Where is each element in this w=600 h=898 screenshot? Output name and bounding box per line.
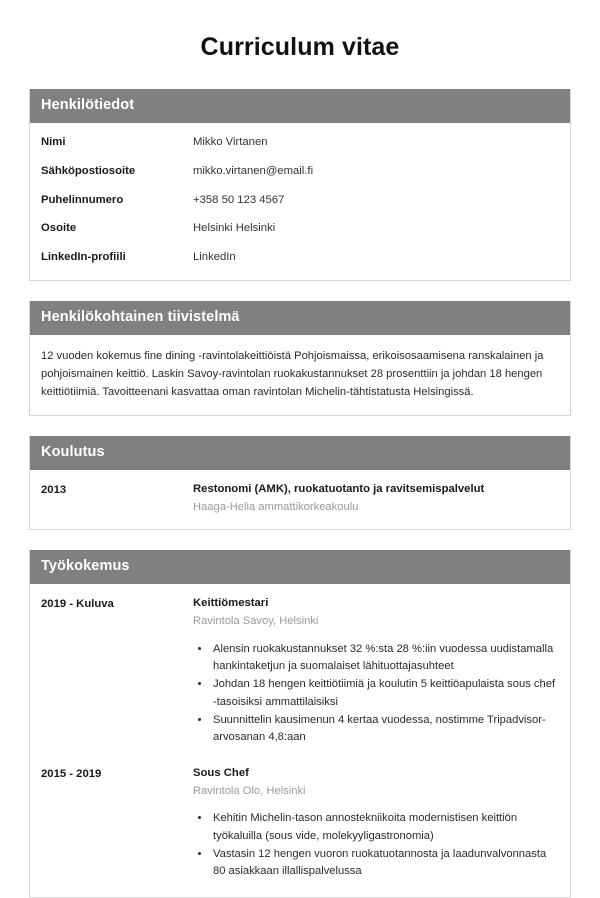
education-entry-institution: Haaga-Helia ammattikorkeakoulu [193, 500, 359, 513]
info-value: Helsinki Helsinki [193, 222, 276, 235]
section-work-experience [29, 550, 571, 898]
section-personal-summary [29, 301, 571, 416]
section-body-personal-summary [30, 335, 570, 414]
experience-entry-bullets [193, 810, 559, 880]
info-row [41, 250, 559, 265]
section-body-personal-details [30, 123, 570, 279]
experience-entry-main [193, 766, 559, 882]
section-personal-details [29, 89, 571, 281]
section-heading-personal-details: Henkilötiedot [30, 89, 570, 123]
education-entry-main [193, 482, 559, 516]
info-label: Sähköpostiosoite [41, 165, 136, 178]
page-title: Curriculum vitae [200, 33, 400, 61]
experience-entry-date: 2019 - Kuluva [41, 597, 114, 610]
section-body-education [30, 470, 570, 529]
experience-entry-main [193, 596, 559, 748]
info-value: mikko.virtanen@email.fi [193, 165, 314, 178]
experience-entry-role: Keittiömestari [193, 596, 269, 609]
info-label: Osoite [41, 222, 77, 235]
info-value: +358 50 123 4567 [193, 193, 285, 206]
section-heading-personal-summary: Henkilökohtainen tiivistelmä [30, 301, 570, 335]
info-value: Mikko Virtanen [193, 136, 268, 149]
list-item: • Johdan 18 hengen keittiötiimiä ja koulutin 5 keittiöapulaista sous chef -tasoisiksi ammattilaisiksi [211, 676, 559, 711]
summary-text: 12 vuoden kokemus fine dining -ravintolakeittiöistä Pohjoismaissa, erikoisosaamisena ranskalainen ja pohjoismainen keittiö. Laskin Savoy-ravintolan ruokakustannukset 28 prosenttiin ja johdan 18 hengen keittiötiimiä. Tavoitteenani kasvattaa oman ravintolan Michelin-tähtistatusta Helsingissä. [41, 350, 544, 399]
experience-entry-date: 2015 - 2019 [41, 767, 102, 780]
section-heading-work-experience: Työkokemus [30, 550, 570, 584]
list-item: • Alensin ruokakustannukset 32 %:sta 28 %:iin vuodessa uudistamalla hankintaketjun ja suomalaiset lähituottajasuhteet [211, 641, 559, 676]
education-entry-degree: Restonomi (AMK), ruokatuotanto ja ravitsemispalvelut [193, 482, 485, 495]
info-row [41, 135, 559, 150]
experience-entry [41, 766, 559, 882]
info-label: LinkedIn-profiili [41, 251, 126, 264]
section-education [29, 436, 571, 530]
cv-sections [0, 89, 600, 898]
experience-entry-employer: Ravintola Olo, Helsinki [193, 784, 306, 797]
info-label: Nimi [41, 136, 66, 149]
info-label: Puhelinnumero [41, 193, 124, 206]
experience-entry-role: Sous Chef [193, 766, 249, 779]
info-row [41, 221, 559, 236]
section-body-work-experience [30, 584, 570, 897]
experience-entry-employer: Ravintola Savoy, Helsinki [193, 614, 319, 627]
section-heading-education: Koulutus [30, 436, 570, 470]
info-value-linkedin[interactable]: LinkedIn [193, 251, 236, 264]
education-entry-date: 2013 [41, 483, 67, 496]
info-row [41, 164, 559, 179]
experience-entry [41, 596, 559, 748]
list-item: • Kehitin Michelin-tason annostekniikoita modernistisen keittiön työkaluilla (sous vide, molekyyligastronomia) [211, 810, 559, 845]
list-item: • Suunnittelin kausimenun 4 kertaa vuodessa, nostimme Tripadvisor-arvosanan 4,8:aan [211, 712, 559, 747]
experience-entry-bullets [193, 641, 559, 747]
info-row [41, 193, 559, 208]
list-item: • Vastasin 12 hengen vuoron ruokatuotannosta ja laadunvalvonnasta 80 asiakkaan illallispalvelussa [211, 846, 559, 881]
education-entry [41, 482, 559, 516]
